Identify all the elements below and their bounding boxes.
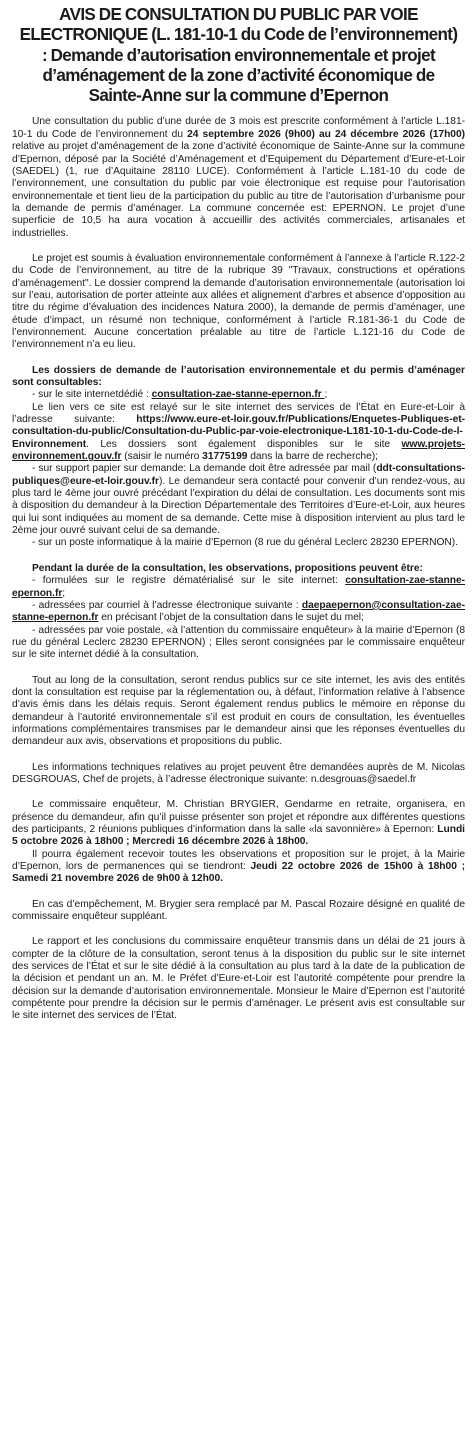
notice-body	[12, 116, 465, 1022]
paragraph-consultation-intro	[12, 116, 465, 239]
paragraph-environmental-evaluation: Le projet est soumis à évaluation environnementale conformément à l’annexe à l’article R.122-2 du Code de l’environnement, au titre de la rubrique 39 "Travaux, constructions et opérations d’aménagement". Le dossier comprend la demande d’autorisation environnementale (autorisation loi sur l’eau, autorisation de porter atteinte aux allées et alignement d’arbres et absence d’opposition au titre du régime d’évaluation des incidences Natura 2000), la demande de permis d’aménager, une étude d’impact, un résumé non technique, conformément à l’article R.181-36-1 du Code de l’environnement. Aucune concertation préalable au titre de l’article L.121-16 du Code de l’environnement n’a eu lieu.	[12, 252, 465, 351]
paragraph-substitute: En cas d’empêchement, M. Brygier sera remplacé par M. Pascal Rozaire désigné en qualité de commissaire enquêteur suppléant.	[12, 898, 465, 923]
consultation-dates: 24 septembre 2026 (9h00) au 24 décembre 2026 (17h00)	[187, 128, 465, 140]
intro-text-a: Une consultation du public d’une durée de 3 mois est prescrite conformément à l’article L.181-10-1 du Code de l’environnement du	[12, 116, 465, 140]
paragraph-report-conclusions: Le rapport et les conclusions du commissaire enquêteur transmis dans un délai de 21 jours à compter de la clôture de la consultation, seront tenus à la disposition du public sur le site internet des services de l’État et sur le site dédié à la consultation au plus tard à la date de la publication de la décision et pendant un an. M. le Préfet d’Eure-et-Loir est l’autorité compétente pour prendre la décision sur la demande d’autorisation environnementale. Monsieur le Maire d’Epernon est l’autorité compétente pour prendre la décision sur le permis d’aménager. Le présent avis est consultable sur le site internet des services de l’État.	[12, 936, 465, 1022]
projets-environnement-link[interactable]: www.projets-environnement.gouv.fr	[12, 438, 465, 463]
observations-postal-line: - adressées par voie postale, «à l’attention du commissaire enquêteur» à la mairie d’Epernon (8 rue du général Leclerc 28230 EPERNON) ; Elles seront consignées par le commissaire enquêteur sur le site internet dédié à la consultation.	[12, 624, 465, 661]
paragraph-public-meetings: Le commissaire enquêteur, M. Christian BRYGIER, Gendarme en retraite, organisera, en présence du demandeur, afin qu’il puisse présenter son projet et répondre aux différentes questions des participants, 2 réunions publiques d’information dans la salle «la savonnière» à Epernon: Lundi 5 octobre 2026 à 18h00 ; Mercredi 16 décembre 2026 à 18h00.	[12, 799, 465, 848]
notice-title: AVIS DE CONSULTATION DU PUBLIC PAR VOIE ELECTRONIQUE (L. 181-10-1 du Code de l’environnement) : Demande d’autorisation environnementale et projet d’aménagement de la zone d’activité économique de Sainte-Anne sur la commune d’Epernon	[19, 4, 458, 106]
permanence-dates: Jeudi 22 octobre 2026 de 15h00 à 18h00 ; Samedi 21 novembre 2026 de 9h00 à 12h00.	[12, 861, 465, 885]
observations-email-link[interactable]: daepaepernon@consultation-zae-stanne-epernon.fr	[12, 599, 465, 624]
prefecture-url-link[interactable]: https://www.eure-et-loir.gouv.fr/Publications/Enquetes-Publiques-et-consultation-du-public/Consultation-du-Public-par-voie-electronique-L181-10-1-du-Code-de-l-Environnement	[12, 414, 465, 450]
mairie-computer-line: - sur un poste informatique à la mairie d’Epernon (8 rue du général Leclerc 28230 EPERNON).	[32, 537, 458, 549]
observations-register-line: - formulées sur le registre dématérialisé sur le site internet: consultation-zae-stanne-epernon.fr;	[12, 575, 465, 599]
observations-heading: Pendant la durée de la consultation, les observations, propositions peuvent être:	[32, 562, 423, 574]
ddt-email-link[interactable]: ddt-consultations-publiques@eure-et-loir.gouv.fr	[12, 463, 465, 487]
meeting-dates: Lundi 5 octobre 2026 à 18h00 ; Mercredi 16 décembre 2026 à 18h00.	[12, 824, 465, 848]
intro-text-b: relative au projet d’aménagement de la zone d’activité économique de Sainte-Anne sur la commune d’Epernon, déposé par la Société d’Aménagement et d’Equipement du Département d’Eure-et-Loir (SAEDEL) (1, rue d’Aquitaine 28110 LUCE). Conformément à l’article L.181-10 du code de l’environnement, une consultation du public par voie électronique est requise pour l’autorisation environnementale et tient lieu de la participation du public au titre de l’autorisation d’urbanisme pour la demande de permis d’aménager. La commune concernée est: EPERNON. Le projet d’une superficie de 10,5 ha aura vocation à accueillir des activités commerciales, artisanales et industrielles.	[12, 141, 465, 239]
project-number: 31775199	[202, 451, 248, 463]
prefecture-link-paragraph: Le lien vers ce site est relayé sur le site internet des services de l’État en Eure-et-Loir à l’adresse suivante: https://www.eure-et-loir.gouv.fr/Publications/Enquetes-Publiques-et-consultation-du-public/Consultation-du-Public-par-voie-electronique-L181-10-1-du-Code-de-l-Environnement. Les dossiers sont également disponibles sur le site www.projets-environnement.gouv.fr (saisir le numéro 31775199 dans la barre de recherche);	[12, 401, 465, 463]
register-website-link[interactable]: consultation-zae-stanne-epernon.fr	[12, 575, 465, 599]
dossier-website-line: - sur le site internetdédié : consultation-zae-stanne-epernon.fr ;	[32, 389, 328, 401]
paper-support-paragraph: - sur support papier sur demande: La demande doit être adressée par mail (ddt-consultations-publiques@eure-et-loir.gouv.fr). Le demandeur sera contacté pour convenir d’un rendez-vous, au plus tard le 4ème jour ouvré précédant l’expiration du délai de consultation. Les documents sont mis à disposition du demandeur à la Direction Départementale des Territoires d’Eure-et-Loir, aux heures qui lui sont indiquées au moment de sa demande. Cette mise à disposition intervient au plus tard le 2ème jour ouvré suivant celui de sa demande.	[12, 463, 465, 537]
paragraph-public-documents: Tout au long de la consultation, seront rendus publics sur ce site internet, les avis des entités dont la consultation est requise par la réglementation ou, à défaut, l’information relative à l’absence d’avis émis dans les délais requis. Seront également rendus publics le mémoire en réponse du demandeur à l’autorité environnementale s’il est produit en cours de consultation, les éventuelles informations complémentaires transmises par le demandeur ainsi que les réponses éventuelles du demandeur aux avis, observations et propositions du public.	[12, 674, 465, 748]
paragraph-technical-contact: Les informations techniques relatives au projet peuvent être demandées auprès de M. Nicolas DESGROUAS, Chef de projets, à l’adresse électronique suivante: n.desgrouas@saedel.fr	[12, 761, 465, 785]
paragraph-permanences: Il pourra également recevoir toutes les observations et proposition sur le projet, à la Mairie d’Epernon, lors de permanences qui se tiendront: Jeudi 22 octobre 2026 de 15h00 à 18h00 ; Samedi 21 novembre 2026 de 9h00 à 12h00.	[12, 848, 465, 885]
dossier-website-link[interactable]: consultation-zae-stanne-epernon.fr	[151, 389, 325, 401]
dossiers-heading: Les dossiers de demande de l’autorisation environnementale et du permis d’aménager sont consultables:	[12, 364, 465, 389]
observations-email-line: - adressées par courriel à l’adresse électronique suivante : daepaepernon@consultation-zae-stanne-epernon.fr en précisant l’objet de la consultation dans le sujet du mel;	[12, 599, 465, 624]
